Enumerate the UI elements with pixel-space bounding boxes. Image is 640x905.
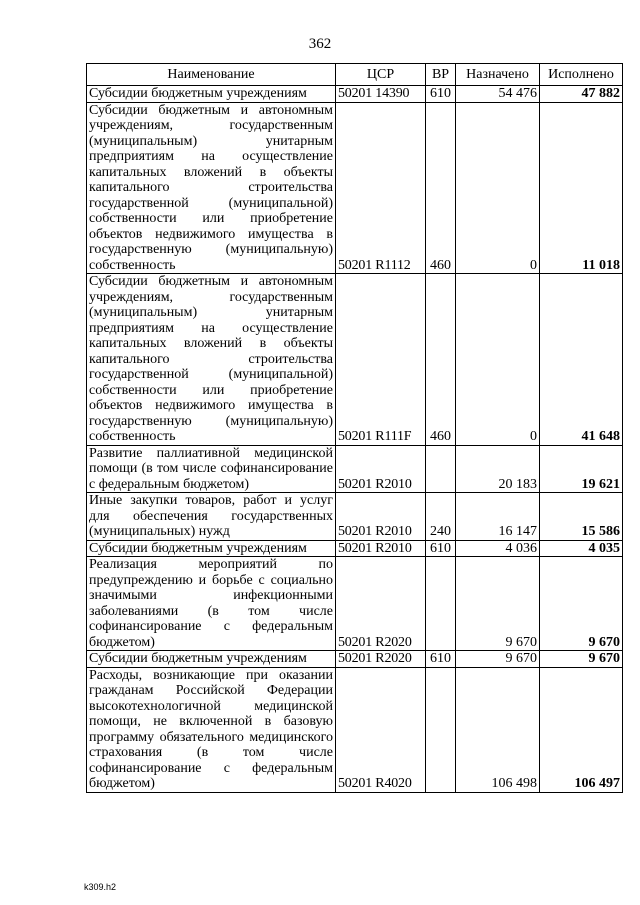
row-name: Реализация мероприятий по предупреждению и борьбе с социально значимыми инфекционными заболеваниями (в том числе софинансирование с федеральным бюджетом) xyxy=(87,557,336,651)
row-assigned: 106 498 xyxy=(456,667,540,792)
row-assigned: 0 xyxy=(456,102,540,274)
row-assigned: 20 183 xyxy=(456,445,540,493)
row-vr: 610 xyxy=(426,540,456,557)
table-row xyxy=(87,493,623,541)
row-assigned: 0 xyxy=(456,274,540,446)
row-csr: 50201 R1112 xyxy=(336,102,426,274)
row-vr: 240 xyxy=(426,493,456,541)
row-csr: 50201 R111F xyxy=(336,274,426,446)
row-done: 47 882 xyxy=(540,86,623,103)
row-csr: 50201 R2020 xyxy=(336,557,426,651)
page-number: 362 xyxy=(308,36,332,52)
row-name: Субсидии бюджетным учреждениям xyxy=(87,540,336,557)
row-vr: 610 xyxy=(426,651,456,668)
table-row xyxy=(87,667,623,792)
row-vr: 610 xyxy=(426,86,456,103)
table-row xyxy=(87,274,623,446)
row-name: Субсидии бюджетным учреждениям xyxy=(87,651,336,668)
table-row xyxy=(87,102,623,274)
row-name: Иные закупки товаров, работ и услуг для обеспечения государственных (муниципальных) нужд xyxy=(87,493,336,541)
row-assigned: 16 147 xyxy=(456,493,540,541)
row-assigned: 9 670 xyxy=(456,651,540,668)
header-done: Исполнено xyxy=(540,64,623,86)
header-name: Наименование xyxy=(87,64,336,86)
row-assigned: 54 476 xyxy=(456,86,540,103)
row-done: 41 648 xyxy=(540,274,623,446)
row-name: Субсидии бюджетным учреждениям xyxy=(87,86,336,103)
row-vr: 460 xyxy=(426,274,456,446)
row-assigned: 9 670 xyxy=(456,557,540,651)
row-name: Субсидии бюджетным и автономным учреждениям, государственным (муниципальным) унитарным предприятиям на осуществление капитальных вложений в объекты капитального строительства государственной (муниципальной) собственности или приобретение объектов недвижимого имущества в государственную (муниципальную) собственность xyxy=(87,274,336,446)
row-assigned: 4 036 xyxy=(456,540,540,557)
row-name: Расходы, возникающие при оказании гражданам Российской Федерации высокотехнологичной медицинской помощи, не включенной в базовую программу обязательного медицинского страхования (в том числе софинансирование с федеральным бюджетом) xyxy=(87,667,336,792)
row-vr xyxy=(426,667,456,792)
row-vr: 460 xyxy=(426,102,456,274)
row-name: Развитие паллиативной медицинской помощи (в том числе софинансирование с федеральным бюджетом) xyxy=(87,445,336,493)
row-done: 9 670 xyxy=(540,557,623,651)
row-name: Субсидии бюджетным и автономным учреждениям, государственным (муниципальным) унитарным предприятиям на осуществление капитальных вложений в объекты капитального строительства государственной (муниципальной) собственности или приобретение объектов недвижимого имущества в государственную (муниципальную) собственность xyxy=(87,102,336,274)
header-csr: ЦСР xyxy=(336,64,426,86)
row-done: 19 621 xyxy=(540,445,623,493)
table-row xyxy=(87,86,623,103)
row-csr: 50201 R2020 xyxy=(336,651,426,668)
row-done: 4 035 xyxy=(540,540,623,557)
row-csr: 50201 14390 xyxy=(336,86,426,103)
row-done: 11 018 xyxy=(540,102,623,274)
table-row xyxy=(87,540,623,557)
row-csr: 50201 R2010 xyxy=(336,493,426,541)
header-vr: ВР xyxy=(426,64,456,86)
row-done: 106 497 xyxy=(540,667,623,792)
budget-table xyxy=(86,63,623,793)
row-done: 9 670 xyxy=(540,651,623,668)
table-row xyxy=(87,557,623,651)
table-row xyxy=(87,445,623,493)
row-vr xyxy=(426,445,456,493)
footer-code: k309.h2 xyxy=(84,882,117,892)
table-header-row xyxy=(87,64,623,86)
row-vr xyxy=(426,557,456,651)
table-row xyxy=(87,651,623,668)
header-assigned: Назначено xyxy=(456,64,540,86)
row-csr: 50201 R4020 xyxy=(336,667,426,792)
row-csr: 50201 R2010 xyxy=(336,445,426,493)
row-csr: 50201 R2010 xyxy=(336,540,426,557)
row-done: 15 586 xyxy=(540,493,623,541)
